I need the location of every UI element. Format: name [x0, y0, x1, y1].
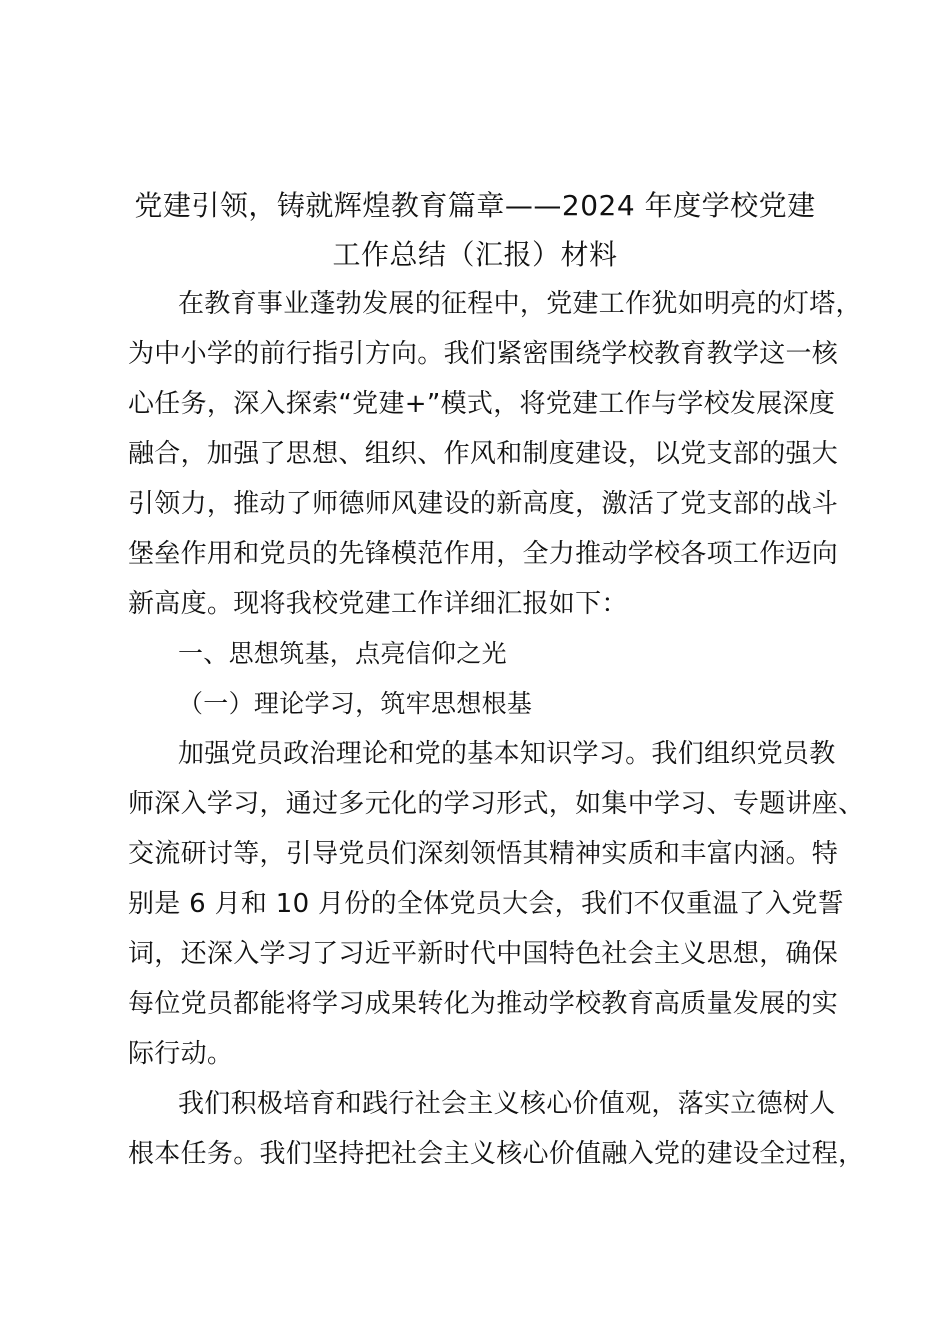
- paragraph-line: 新高度。现将我校党建工作详细汇报如下：: [128, 589, 628, 619]
- document-title-line-1: 党建引领，铸就辉煌教育篇章——2024 年度学校党建: [134, 189, 816, 222]
- paragraph-line: 融合，加强了思想、组织、作风和制度建设，以党支部的强大: [128, 439, 839, 469]
- subsection-heading: （一）理论学习，筑牢思想根基: [178, 689, 533, 718]
- paragraph-line: 根本任务。我们坚持把社会主义核心价值融入党的建设全过程，: [128, 1139, 865, 1169]
- paragraph-line: 引领力，推动了师德师风建设的新高度，激活了党支部的战斗: [128, 489, 839, 519]
- document-title-line-2: 工作总结（汇报）材料: [332, 238, 618, 271]
- paragraph-line: 词，还深入学习了习近平新时代中国特色社会主义思想，确保: [128, 939, 839, 969]
- paragraph-line: 我们积极培育和践行社会主义核心价值观，落实立德树人: [178, 1089, 836, 1119]
- paragraph-line: 为中小学的前行指引方向。我们紧密围绕学校教育教学这一核: [128, 339, 839, 369]
- paragraph-line: 加强党员政治理论和党的基本知识学习。我们组织党员教: [178, 739, 836, 769]
- section-heading: 一、思想筑基，点亮信仰之光: [178, 639, 507, 668]
- paragraph-line: 心任务，深入探索“党建+”模式，将党建工作与学校发展深度: [128, 389, 836, 419]
- paragraph-line: 堡垒作用和党员的先锋模范作用，全力推动学校各项工作迈向: [128, 539, 839, 569]
- paragraph-line: 际行动。: [128, 1039, 234, 1069]
- paragraph-line: 每位党员都能将学习成果转化为推动学校教育高质量发展的实: [128, 989, 839, 1019]
- paragraph-line: 别是 6 月和 10 月份的全体党员大会，我们不仅重温了入党誓: [128, 889, 844, 919]
- paragraph-line: 在教育事业蓬勃发展的征程中，党建工作犹如明亮的灯塔，: [178, 289, 862, 319]
- paragraph-line: 交流研讨等，引导党员们深刻领悟其精神实质和丰富内涵。特: [128, 839, 839, 869]
- paragraph-line: 师深入学习，通过多元化的学习形式，如集中学习、专题讲座、: [128, 789, 865, 819]
